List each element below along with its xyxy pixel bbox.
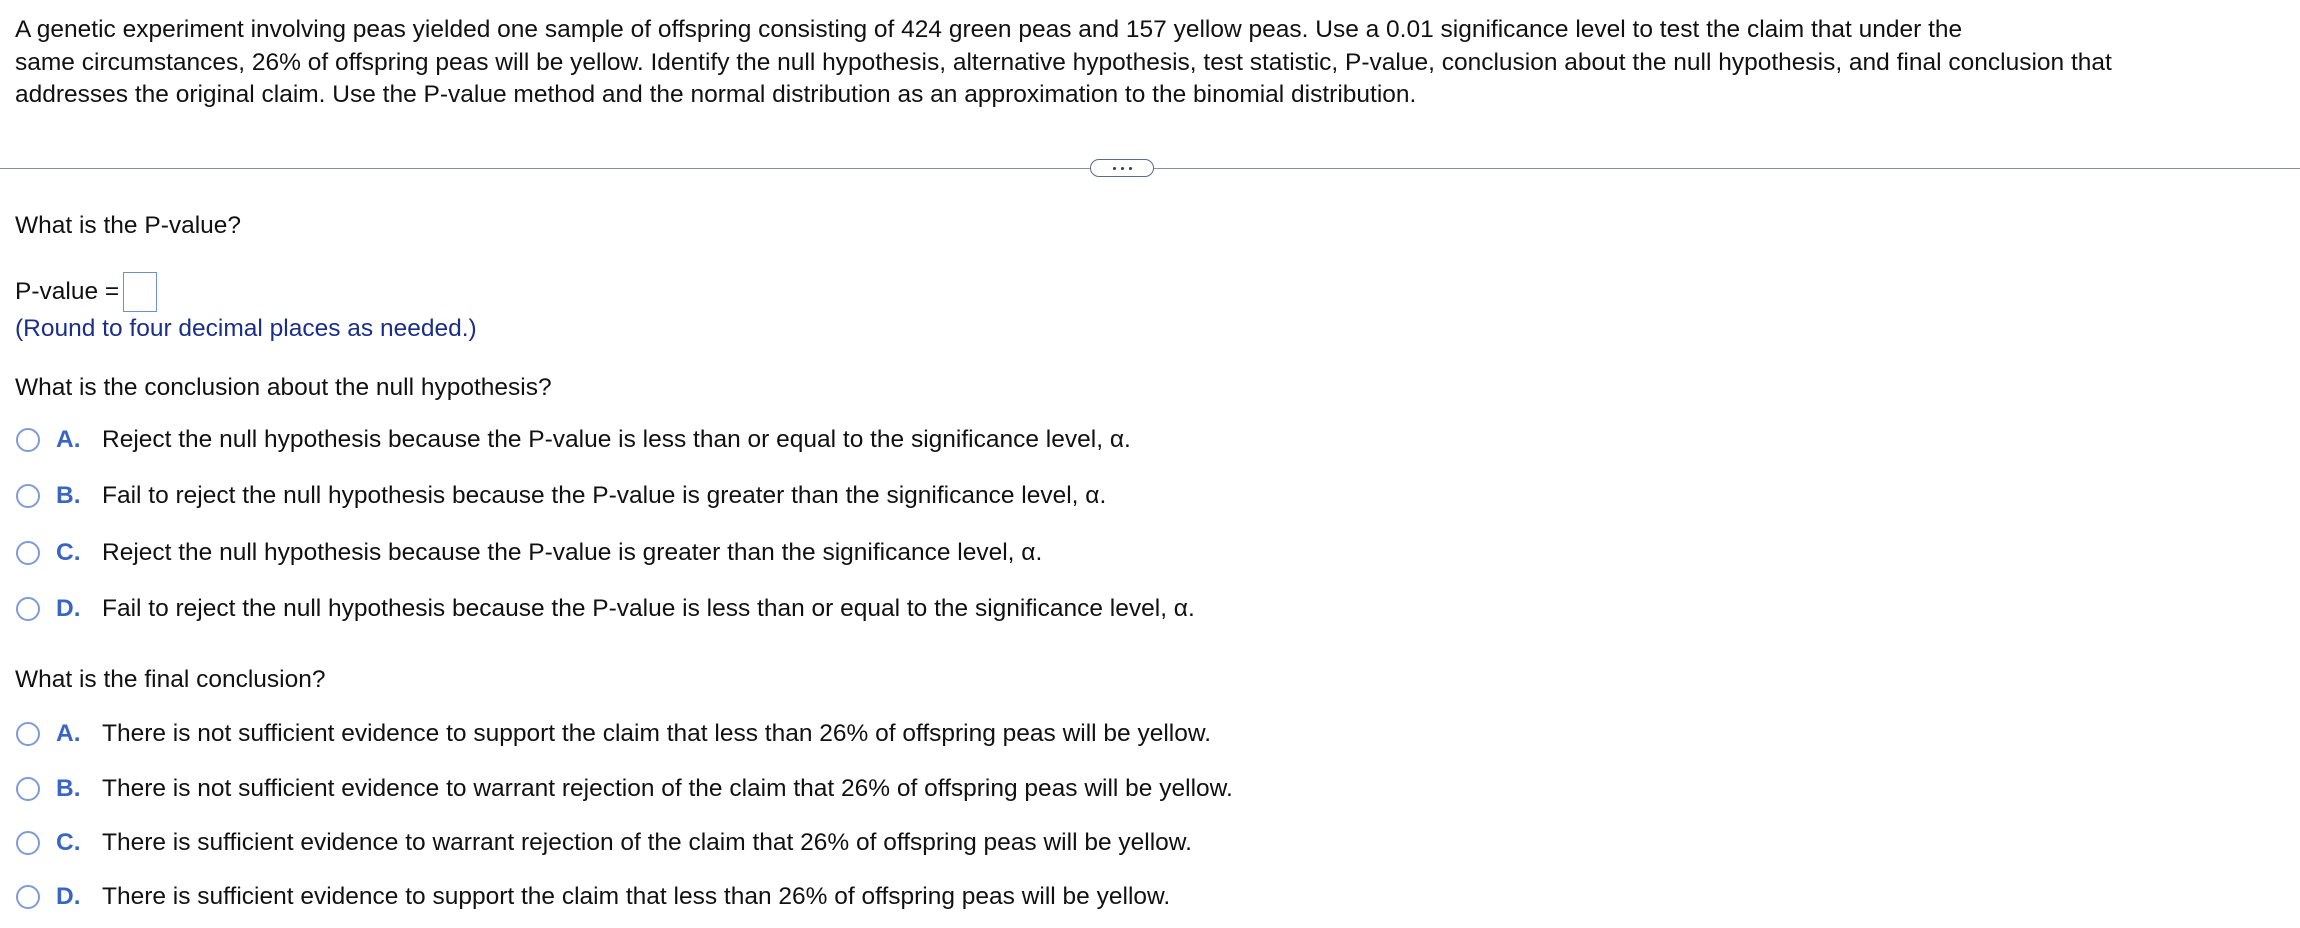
option-letter: D. (56, 595, 81, 622)
pvalue-answer-row (15, 272, 157, 312)
problem-line: addresses the original claim. Use the P-value method and the normal distribution as an approximation to the binomial distribution. (15, 81, 1417, 108)
problem-statement (15, 14, 2275, 112)
radio-button[interactable] (16, 597, 40, 621)
radio-button[interactable] (16, 722, 40, 746)
rounding-hint: (Round to four decimal places as needed.) (15, 315, 477, 342)
final-option-c[interactable] (16, 827, 1192, 859)
problem-line: same circumstances, 26% of offspring peas will be yellow. Identify the null hypothesis, alternative hypothesis, test statistic, P-value, conclusion about the null hypothesis, and final conclusion that (15, 48, 2112, 76)
radio-button[interactable] (16, 831, 40, 855)
final-conclusion-question: What is the final conclusion? (15, 666, 326, 693)
pvalue-label: P-value = (15, 278, 120, 305)
option-letter: A. (56, 720, 81, 747)
option-text: There is sufficient evidence to warrant rejection of the claim that 26% of offspring peas will be yellow. (102, 829, 1192, 856)
option-letter: A. (56, 426, 81, 453)
final-option-d[interactable] (16, 881, 1170, 913)
pvalue-question: What is the P-value? (15, 212, 242, 239)
option-text: Reject the null hypothesis because the P-value is less than or equal to the significance level, α. (102, 426, 1131, 453)
final-option-a[interactable] (16, 718, 1211, 750)
option-letter: C. (56, 829, 81, 856)
radio-button[interactable] (16, 428, 40, 452)
radio-button[interactable] (16, 885, 40, 909)
option-text: There is sufficient evidence to support the claim that less than 26% of offspring peas will be yellow. (102, 883, 1171, 910)
pvalue-input[interactable] (123, 272, 157, 312)
radio-button[interactable] (16, 541, 40, 565)
section-divider (0, 151, 2300, 187)
option-letter: D. (56, 883, 81, 910)
null-option-c[interactable] (16, 537, 1042, 569)
expand-more-button[interactable] (1090, 159, 1154, 177)
final-option-b[interactable] (16, 773, 1233, 805)
option-letter: B. (56, 775, 81, 802)
radio-button[interactable] (16, 484, 40, 508)
option-letter: C. (56, 539, 81, 566)
option-letter: B. (56, 482, 81, 509)
more-dots-icon (1113, 167, 1132, 170)
null-option-d[interactable] (16, 593, 1195, 625)
option-text: Fail to reject the null hypothesis because the P-value is less than or equal to the significance level, α. (102, 595, 1195, 622)
null-option-a[interactable] (16, 424, 1131, 456)
problem-line: A genetic experiment involving peas yielded one sample of offspring consisting of 424 green peas and 157 yellow peas. Use a 0.01 significance level to test the claim that under the (15, 16, 1963, 43)
option-text: There is not sufficient evidence to warrant rejection of the claim that 26% of offspring peas will be yellow. (102, 775, 1233, 802)
option-text: Reject the null hypothesis because the P-value is greater than the significance level, α. (102, 539, 1043, 566)
null-option-b[interactable] (16, 480, 1106, 512)
null-hypothesis-question: What is the conclusion about the null hypothesis? (15, 374, 552, 401)
radio-button[interactable] (16, 777, 40, 801)
option-text: There is not sufficient evidence to support the claim that less than 26% of offspring peas will be yellow. (102, 720, 1212, 747)
option-text: Fail to reject the null hypothesis because the P-value is greater than the significance level, α. (102, 482, 1107, 509)
